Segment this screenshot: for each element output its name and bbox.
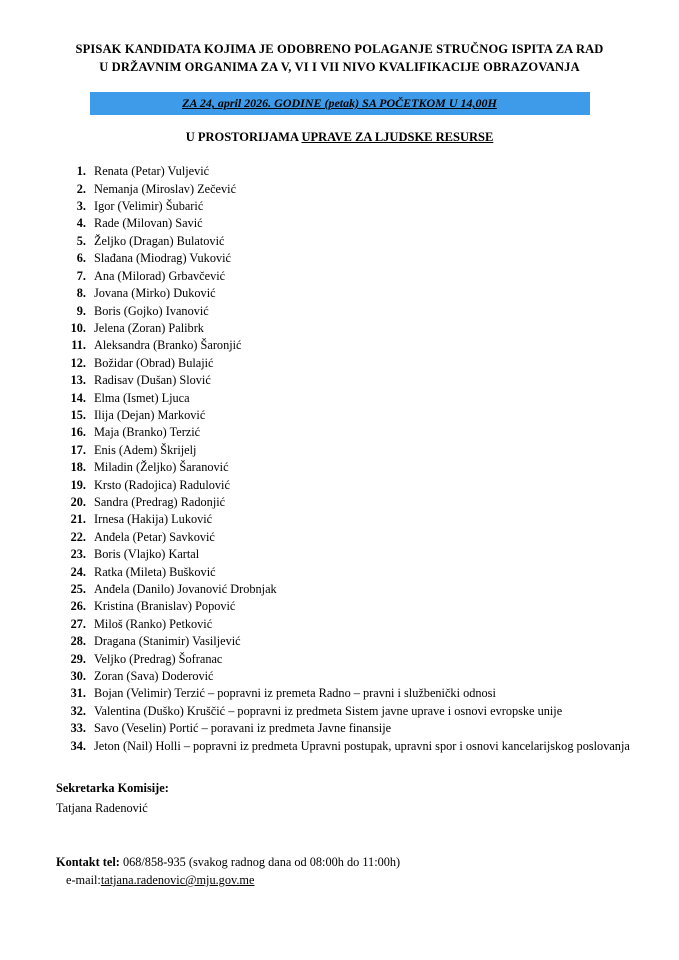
exam-date-text: ZA 24, april 2026. GODINE (petak) SA POČETKOM U 14,00H [182, 96, 497, 111]
contact-phone-label: Kontakt tel: [56, 855, 120, 870]
venue-name: UPRAVE ZA LJUDSKE RESURSE [301, 130, 494, 145]
list-item-number: 9. [76, 303, 86, 318]
list-item-label: Anđela (Danilo) Jovanović Drobnjak [94, 582, 277, 596]
list-item-label: Rade (Milovan) Savić [94, 216, 203, 231]
list-item-label: Savo (Veselin) Portić – poravani iz predmeta Javne finansije [94, 721, 392, 736]
candidate-list [34, 163, 645, 755]
list-item-label: Ilija (Dejan) Marković [94, 407, 206, 422]
list-item [34, 424, 645, 441]
list-item-number: 6. [76, 251, 86, 266]
list-item-number: 27. [70, 616, 86, 631]
list-item-number: 5. [76, 233, 86, 248]
list-item [34, 685, 645, 702]
page-title-line-2: U DRŽAVNIM ORGANIMA ZA V, VI I VII NIVO KVALIFIKACIJE OBRAZOVANJA [99, 60, 580, 75]
list-item-number: 33. [70, 721, 86, 736]
list-item [34, 477, 645, 494]
list-item-number: 1. [76, 164, 86, 179]
list-item-label: Boris (Vlajko) Kartal [94, 547, 200, 562]
contact-email-label: e-mail: [66, 873, 101, 888]
list-item-number: 3. [76, 199, 86, 214]
list-item-number: 26. [70, 599, 86, 614]
list-item-label: Enis (Adem) Škrijelj [94, 442, 197, 457]
list-item [34, 181, 645, 198]
list-item-number: 12. [70, 355, 86, 370]
list-item-number: 30. [70, 669, 86, 684]
list-item-number: 34. [70, 738, 86, 753]
list-item [34, 529, 645, 546]
page-title [40, 40, 639, 76]
list-item-label: Veljko (Predrag) Šofranac [94, 651, 223, 666]
list-item [34, 546, 645, 563]
list-item-label: Elma (Ismet) Ljuca [94, 390, 190, 405]
list-item [34, 372, 645, 389]
list-item-number: 22. [70, 529, 86, 544]
list-item-label: Nemanja (Miroslav) Zečević [94, 181, 237, 196]
secretary-block [34, 779, 645, 817]
list-item [34, 215, 645, 232]
list-item [34, 285, 645, 302]
page-title-line-1: SPISAK KANDIDATA KOJIMA JE ODOBRENO POLAGANJE STRUČNOG ISPITA ZA RAD [75, 42, 604, 56]
secretary-name: Tatjana Radenović [56, 801, 148, 816]
list-item-number: 19. [70, 477, 86, 492]
list-item [34, 459, 645, 476]
list-item [34, 494, 645, 511]
list-item-label: Jelena (Zoran) Palibrk [94, 320, 204, 335]
list-item-label: Ana (Milorad) Grbavčević [94, 268, 226, 283]
list-item-label: Kristina (Branislav) Popović [94, 599, 236, 614]
list-item [34, 337, 645, 354]
list-item-number: 2. [76, 181, 86, 196]
list-item [34, 320, 645, 337]
list-item [34, 633, 645, 650]
list-item-label: Maja (Branko) Terzić [94, 425, 201, 440]
list-item-label: Bojan (Velimir) Terzić – popravni iz premeta Radno – pravni i službenički odnosi [94, 686, 496, 701]
list-item-label: Slađana (Miodrag) Vuković [94, 251, 232, 266]
list-item-label: Krsto (Radojica) Radulović [94, 477, 230, 492]
list-item-number: 13. [70, 373, 86, 388]
list-item [34, 268, 645, 285]
list-item-number: 11. [71, 338, 86, 353]
list-item-number: 18. [70, 460, 86, 475]
list-item-number: 29. [70, 651, 86, 666]
list-item-label: Božidar (Obrad) Bulajić [94, 355, 214, 370]
list-item [34, 198, 645, 215]
list-item [34, 233, 645, 250]
list-item-number: 4. [76, 216, 86, 231]
list-item [34, 250, 645, 267]
list-item-label: Boris (Gojko) Ivanović [94, 303, 209, 318]
list-item-number: 31. [70, 686, 86, 701]
list-item [34, 511, 645, 528]
list-item [34, 163, 645, 180]
list-item-number: 8. [76, 286, 86, 301]
contact-phone-line [56, 853, 645, 871]
list-item-number: 25. [70, 582, 86, 596]
list-item [34, 668, 645, 685]
contact-email-value[interactable]: tatjana.radenovic@mju.gov.me [100, 873, 255, 888]
list-item [34, 442, 645, 459]
list-item-label: Valentina (Duško) Kruščić – popravni iz predmeta Sistem javne uprave i osnovi evropske unije [94, 703, 563, 718]
list-item [34, 720, 645, 737]
venue-line [34, 130, 645, 145]
list-item-label: Irnesa (Hakija) Luković [94, 512, 213, 527]
list-item [34, 303, 645, 320]
list-item-number: 32. [70, 703, 86, 718]
list-item [34, 407, 645, 424]
list-item-label: Miladin (Željko) Šaranović [94, 460, 229, 475]
list-item-number: 17. [70, 442, 86, 457]
list-item [34, 598, 645, 615]
list-item-label: Dragana (Stanimir) Vasiljević [94, 634, 241, 649]
list-item-label: Željko (Dragan) Bulatović [94, 233, 225, 248]
list-item-label: Anđela (Petar) Savković [94, 529, 215, 544]
list-item [34, 355, 645, 372]
list-item [34, 651, 645, 668]
list-item-label: Renata (Petar) Vuljević [94, 164, 210, 179]
list-item-label: Igor (Velimir) Šubarić [94, 199, 204, 214]
list-item-number: 16. [70, 425, 86, 440]
contact-phone-value: 068/858-935 (svakog radnog dana od 08:00h do 11:00h) [119, 855, 401, 870]
secretary-label: Sekretarka Komisije: [56, 781, 169, 796]
list-item-label: Radisav (Dušan) Slović [94, 373, 211, 388]
list-item-number: 28. [70, 634, 86, 649]
list-item [34, 564, 645, 581]
list-item-number: 7. [76, 268, 86, 283]
list-item-number: 24. [70, 564, 86, 579]
list-item [34, 738, 645, 755]
list-item-label: Miloš (Ranko) Petković [94, 616, 213, 631]
contact-email-line [56, 871, 645, 889]
contact-block [34, 853, 645, 889]
list-item-number: 10. [70, 320, 86, 335]
list-item-label: Ratka (Mileta) Bušković [94, 564, 216, 579]
venue-prefix: U PROSTORIJAMA [185, 130, 302, 145]
exam-date-highlight [90, 92, 590, 115]
list-item-number: 15. [70, 407, 86, 422]
list-item-label: Jeton (Nail) Holli – popravni iz predmeta Upravni postupak, upravni spor i osnovi kancelarijskog poslovanja [94, 738, 630, 753]
list-item-label: Zoran (Sava) Doderović [94, 669, 214, 684]
list-item [34, 616, 645, 633]
list-item-number: 14. [70, 390, 86, 405]
list-item-number: 23. [70, 547, 86, 562]
list-item-label: Sandra (Predrag) Radonjić [94, 494, 226, 509]
list-item [34, 581, 645, 598]
list-item [34, 703, 645, 720]
list-item-label: Jovana (Mirko) Duković [94, 286, 216, 301]
list-item-label: Aleksandra (Branko) Šaronjić [94, 338, 242, 353]
list-item-number: 20. [70, 494, 86, 509]
list-item-number: 21. [70, 512, 86, 527]
list-item [34, 390, 645, 407]
